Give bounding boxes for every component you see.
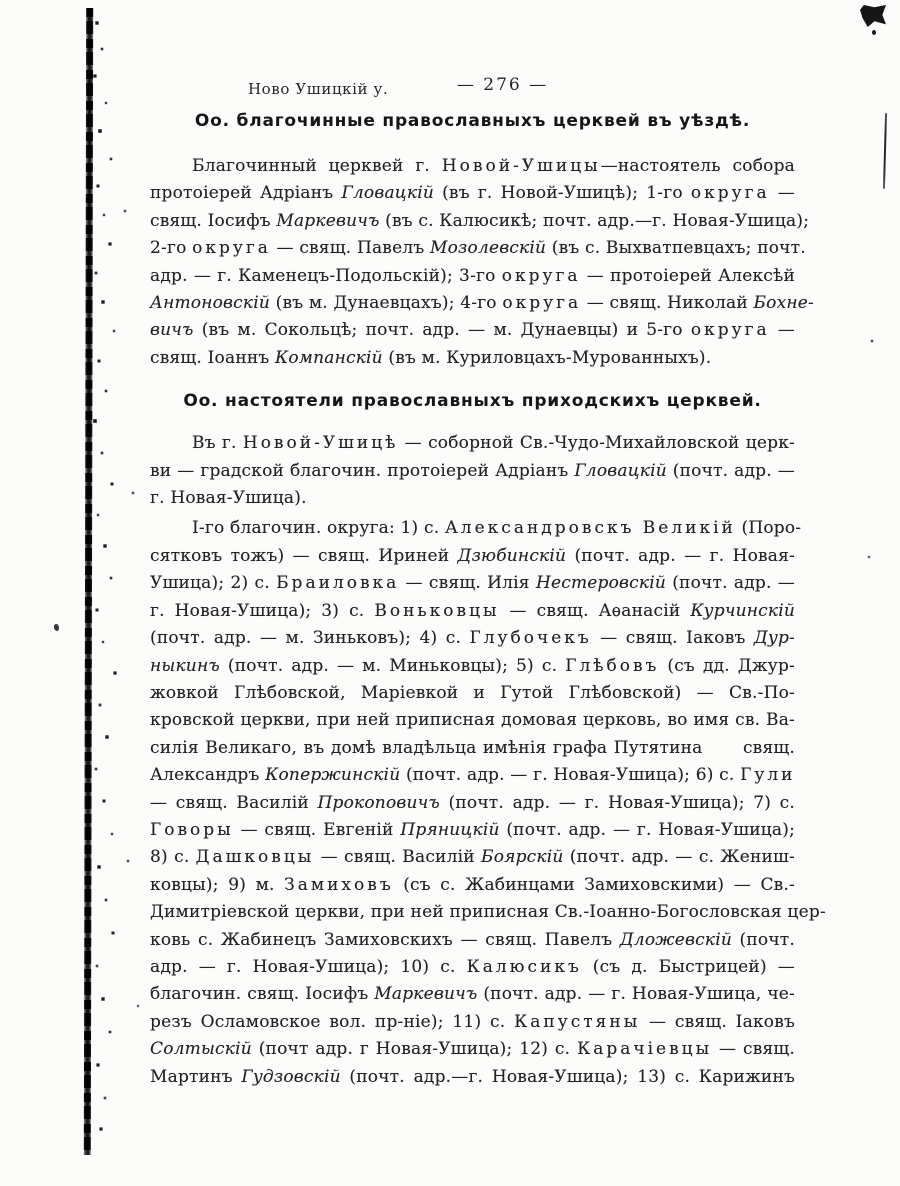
text-line bbox=[150, 235, 806, 262]
text-line bbox=[150, 954, 795, 981]
text-run: — свящ. Евгеній bbox=[233, 819, 401, 840]
surname-italic: Гловацкій bbox=[574, 460, 667, 481]
text-line bbox=[150, 844, 795, 871]
text-line bbox=[150, 1036, 795, 1063]
text-run: — соборной Св.-Чудо-Михайловской церк- bbox=[398, 433, 795, 454]
text-run: Благочинный церквей г. bbox=[192, 156, 442, 176]
surname-italic: Бохне- bbox=[753, 293, 814, 314]
text-run: (почт адр. г Новая-Ушица); 12) с. bbox=[251, 1039, 578, 1060]
text-run: (въ г. Новой-Ушицѣ); 1-го bbox=[433, 183, 691, 204]
margin-mark bbox=[53, 623, 60, 631]
text-run: (въ м. Куриловцахъ-Мурованныхъ). bbox=[382, 347, 712, 368]
text-line bbox=[150, 707, 795, 734]
text-line bbox=[150, 317, 795, 344]
text-run: — bbox=[769, 183, 795, 204]
text-run: —настоятель собора bbox=[600, 156, 795, 176]
surname-italic: Гудзовскій bbox=[241, 1066, 341, 1087]
text-run: сятковъ тожъ) — свящ. Ириней bbox=[150, 545, 458, 566]
text-line bbox=[150, 208, 810, 235]
text-line bbox=[150, 735, 795, 762]
text-run: резъ Осламовское вол. пр-ніе); 11) с. bbox=[150, 1011, 515, 1032]
text-run: (почт. адр. — м. Зиньковъ); 4) с. bbox=[150, 628, 470, 649]
text-line bbox=[150, 485, 795, 512]
text-run: жовкой Глѣбовской, Маріевкой и Гутой Глѣбовской) — Св.-По- bbox=[150, 682, 795, 703]
text-run: округа bbox=[690, 183, 770, 204]
text-run: округа bbox=[501, 265, 581, 286]
text-run: Замиховъ bbox=[284, 874, 394, 895]
text-run: (въ м. Сокольцѣ; почт. адр. — м. Дунаевцы) и 5-го bbox=[193, 320, 691, 341]
text-run: (Поро- bbox=[735, 518, 802, 539]
text-run: — свящ. Илія bbox=[399, 573, 536, 594]
surname-italic: Компанскій bbox=[275, 347, 383, 368]
text-run: ви — градской благочин. протоіерей Адріанъ bbox=[150, 460, 575, 481]
text-run: Новой-Ушицѣ bbox=[242, 433, 399, 454]
text-run: адр. — г. Каменецъ-Подольскій); 3-го bbox=[150, 265, 502, 286]
text-run: — свящ. Іаковъ bbox=[640, 1011, 795, 1032]
surname-italic: Дур- bbox=[753, 628, 795, 649]
text-run: (почт. адр. — г. Новая-Ушица); 7) с. bbox=[439, 792, 795, 813]
text-run: г. Новая-Ушица); 3) с. bbox=[150, 600, 375, 621]
text-line bbox=[150, 625, 795, 652]
surname-italic: Дложевскій bbox=[619, 929, 732, 950]
text-run: — свящ. Николай bbox=[581, 293, 754, 314]
text-line bbox=[150, 263, 795, 290]
text-line bbox=[150, 680, 795, 707]
text-run: благочин. свящ. Іосифъ bbox=[150, 984, 375, 1005]
surname-italic: Мозолевскій bbox=[429, 238, 547, 259]
text-run: Воньковцы bbox=[374, 600, 500, 621]
text-run: Александръ bbox=[150, 765, 266, 786]
text-line bbox=[150, 762, 795, 789]
text-run: (съ д. Быстрицей) — bbox=[581, 956, 795, 977]
text-run: — свящ. Іаковъ bbox=[591, 628, 754, 649]
text-run: (почт. адр. — г. Новая-Ушица); 6) с. bbox=[400, 765, 741, 786]
surname-italic: Маркевичъ bbox=[374, 984, 478, 1005]
text-run: Ушица); 2) с. bbox=[150, 573, 277, 594]
text-run: (почт. адр. — bbox=[666, 460, 795, 481]
surname-italic: Прокоповичъ bbox=[317, 792, 440, 813]
surname-italic: Дзюбинскій bbox=[457, 545, 567, 566]
text-run: (съ с. Жабинцами Замиховскими) — Св.- bbox=[393, 874, 796, 895]
text-run: (почт. адр. — г. Новая-Ушица, че- bbox=[477, 984, 795, 1005]
text-run: Дашковцы bbox=[195, 847, 315, 868]
paragraph-first-district-parishes bbox=[150, 515, 826, 1091]
text-run: г. Новая-Ушица). bbox=[150, 488, 307, 509]
text-run: Глѣбовъ bbox=[565, 655, 660, 676]
text-run: протоіерей Адріанъ bbox=[150, 183, 342, 204]
surname-italic: Нестеровскій bbox=[535, 573, 667, 594]
text-run: — свящ. Василій bbox=[314, 847, 481, 868]
scan-noise-speckles bbox=[0, 0, 2, 2]
surname-italic: Антоновскій bbox=[150, 293, 271, 314]
text-line bbox=[150, 872, 795, 899]
text-line bbox=[150, 290, 814, 317]
text-run: І-го благочин. округа: 1) с. bbox=[192, 518, 445, 539]
text-run: (почт. адр. — г. Новая-Ушица); bbox=[499, 819, 795, 840]
text-run: свящ. bbox=[736, 737, 795, 758]
text-line bbox=[150, 899, 826, 926]
text-run: Димитріевской церкви, при ней приписная Св.-Іоанно-Богословская цер- bbox=[150, 902, 826, 923]
text-run: кровской церкви, при ней приписная домовая церковь, во имя св. Ва- bbox=[150, 710, 795, 731]
text-line bbox=[150, 153, 795, 180]
surname-italic: ныкинъ bbox=[150, 655, 220, 676]
text-run: (съ дд. Джур- bbox=[659, 655, 795, 676]
ink-blot-icon bbox=[860, 5, 886, 27]
text-run: Карачіевцы bbox=[577, 1039, 713, 1060]
section-heading-deans: Оо. благочинные православныхъ церквей въ уѣздѣ. bbox=[194, 111, 751, 131]
text-run: (почт. bbox=[732, 929, 795, 950]
text-line bbox=[150, 981, 795, 1008]
text-line bbox=[150, 458, 795, 485]
text-run: округа bbox=[192, 238, 271, 259]
text-line bbox=[150, 515, 802, 542]
text-run: свящ. Іосифъ bbox=[150, 210, 277, 231]
text-line bbox=[150, 1064, 795, 1091]
text-run: силія Великаго, въ домѣ владѣльца имѣнія графа Путятина bbox=[150, 737, 703, 758]
page-number: — 276 — bbox=[456, 75, 549, 95]
section-heading-rectors: Оо. настоятели православныхъ приходскихъ церквей. bbox=[183, 391, 762, 412]
surname-italic: Пряницкій bbox=[400, 819, 500, 840]
text-run: Новой-Ушицы bbox=[441, 156, 601, 176]
text-run: адр. — г. Новая-Ушица); 10) с. bbox=[150, 956, 467, 977]
paragraph-cathedral-rector bbox=[150, 430, 795, 512]
text-line bbox=[150, 1009, 795, 1036]
text-run: ковцы); 9) м. bbox=[150, 874, 285, 895]
text-run: — протоіерей Алексѣй bbox=[580, 265, 796, 286]
surname-italic: Курчинскій bbox=[690, 600, 795, 621]
text-run: Капустяны bbox=[514, 1011, 641, 1032]
text-run: Гули bbox=[740, 765, 796, 786]
ink-dot bbox=[872, 30, 876, 35]
text-run: — bbox=[769, 320, 795, 341]
text-run: Браиловка bbox=[276, 573, 400, 594]
surname-italic: Маркевичъ bbox=[276, 210, 380, 231]
text-line bbox=[150, 430, 795, 457]
text-line bbox=[150, 653, 795, 680]
text-run: Мартинъ bbox=[150, 1066, 242, 1087]
page-content bbox=[150, 108, 826, 1091]
text-run: (почт. адр. — bbox=[666, 573, 795, 594]
text-line bbox=[150, 817, 795, 844]
text-run: свящ. Іоаннъ bbox=[150, 347, 275, 368]
text-line bbox=[150, 543, 795, 570]
text-run: (въ с. Выхватпевцахъ; почт. bbox=[546, 238, 806, 259]
text-run: Глубочекъ bbox=[469, 628, 592, 649]
text-run: 8) с. bbox=[150, 847, 196, 868]
text-run: — свящ. Аѳанасій bbox=[499, 600, 691, 621]
running-head: Ново Ушицкій у. bbox=[248, 80, 389, 98]
surname-italic: Гловацкій bbox=[341, 183, 434, 204]
text-run: Въ г. bbox=[192, 433, 243, 454]
text-run: округа bbox=[502, 293, 582, 314]
text-run: округа bbox=[690, 320, 770, 341]
text-line bbox=[150, 927, 795, 954]
text-run: Калюсикъ bbox=[466, 956, 582, 977]
text-run: — свящ. Павелъ bbox=[270, 238, 430, 259]
text-run: (почт. адр. — с. Жениш- bbox=[563, 847, 795, 868]
text-line bbox=[150, 180, 795, 207]
text-run: 2-го bbox=[150, 238, 193, 259]
text-run: — свящ. Василій bbox=[150, 792, 318, 813]
text-line bbox=[150, 790, 795, 817]
text-run: (почт. адр.—г. Новая-Ушица); 13) с. Карижинъ bbox=[340, 1066, 795, 1087]
text-line bbox=[150, 345, 795, 372]
text-run: (почт. адр. — м. Миньковцы); 5) с. bbox=[219, 655, 566, 676]
surname-italic: вичъ bbox=[150, 320, 194, 341]
surname-italic: Боярскій bbox=[481, 847, 564, 868]
text-run: Александровскъ Великій bbox=[444, 518, 736, 539]
text-run: (въ с. Калюсикѣ; почт. адр.—г. Новая-Ушица); bbox=[379, 210, 810, 231]
binding-edge bbox=[84, 8, 93, 1155]
text-line bbox=[150, 570, 795, 597]
paragraph-deans-of-uyezd bbox=[150, 153, 814, 372]
text-run: (почт. адр. — г. Новая- bbox=[566, 545, 795, 566]
text-run: Говоры bbox=[150, 819, 234, 840]
margin-pen-stroke bbox=[883, 113, 887, 189]
text-run: — свящ. bbox=[712, 1039, 795, 1060]
surname-italic: Копержинскій bbox=[265, 765, 401, 786]
text-line bbox=[150, 598, 795, 625]
text-run: (въ м. Дунаевцахъ); 4-го bbox=[270, 293, 503, 314]
text-run: ковь с. Жабинецъ Замиховскихъ — свящ. Павелъ bbox=[150, 929, 620, 950]
surname-italic: Солтыскій bbox=[150, 1039, 252, 1060]
